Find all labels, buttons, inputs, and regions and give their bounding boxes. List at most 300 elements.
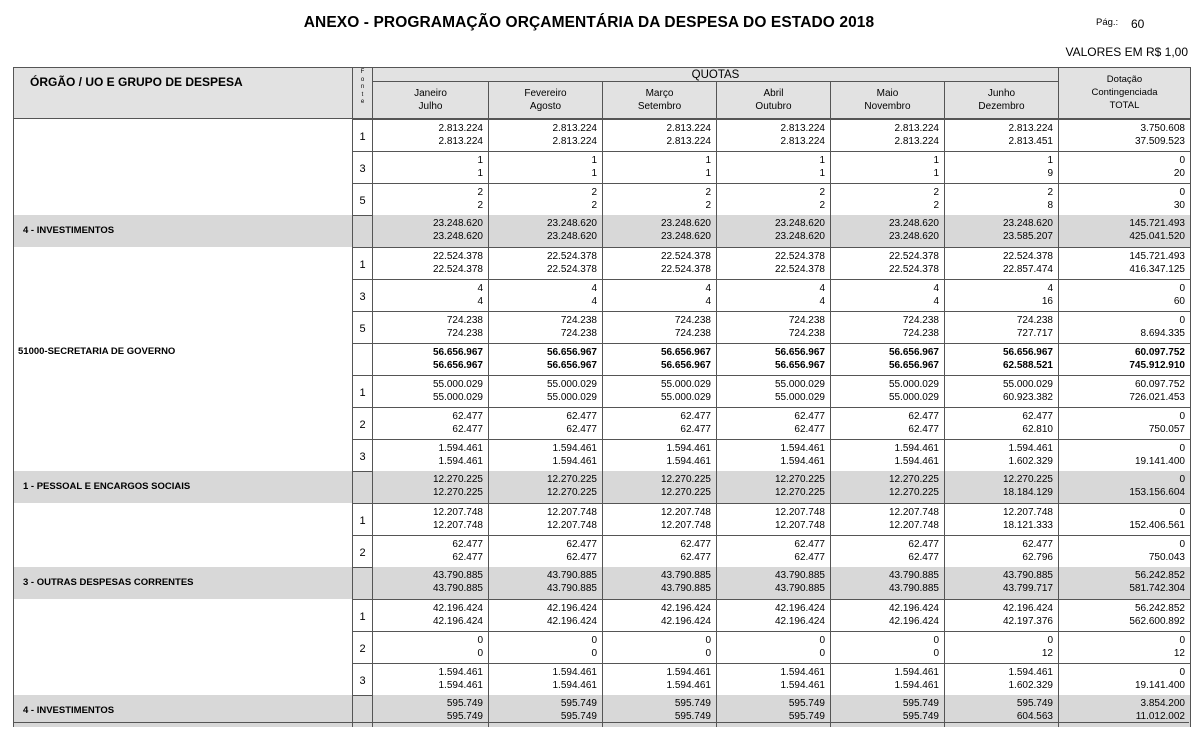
value-first-semester: 0 (1179, 539, 1185, 550)
value-second-semester: 4 (591, 296, 597, 307)
dotacao-line: Dotação (1106, 74, 1143, 85)
quota-cell (716, 503, 830, 535)
value-second-semester: 4 (477, 296, 483, 307)
fonte-cell: 5 (352, 183, 372, 215)
row-label (23, 663, 351, 695)
row-label: 51000-SECRETARIA DE GOVERNO (18, 346, 176, 357)
value-second-semester: 0 (705, 648, 711, 659)
quota-cell (372, 471, 488, 503)
quota-cell (716, 183, 830, 215)
fonte-cell: 3 (352, 663, 372, 695)
value-second-semester: 22.524.378 (774, 264, 825, 275)
quota-cell (944, 215, 1058, 247)
value-second-semester: 595.749 (788, 711, 825, 722)
quota-cell (830, 663, 944, 695)
value-second-semester: 55.000.029 (432, 392, 483, 403)
value-second-semester: 2.813.451 (1008, 136, 1053, 147)
quota-cell (944, 119, 1058, 151)
table-header (14, 67, 1190, 119)
value-first-semester: 42.196.424 (432, 603, 483, 614)
dotacao-line: TOTAL (1109, 100, 1140, 111)
value-second-semester: 11.012.002 (1135, 711, 1185, 722)
fonte-cell: 2 (352, 631, 372, 663)
dotacao-cell (1058, 151, 1190, 183)
value-first-semester: 23.248.620 (432, 218, 483, 229)
quota-cell (830, 471, 944, 503)
value-first-semester: 2.813.224 (438, 123, 483, 134)
quota-cell (602, 599, 716, 631)
value-second-semester: 595.749 (446, 711, 483, 722)
value-second-semester: 55.000.029 (660, 392, 711, 403)
page-number: 60 (1131, 17, 1145, 31)
table-row (14, 503, 1190, 535)
page-title: ANEXO - PROGRAMAÇÃO ORÇAMENTÁRIA DA DESPESA DO ESTADO 2018 (303, 14, 875, 31)
quota-cell (372, 631, 488, 663)
value-first-semester: 12.207.748 (660, 507, 711, 518)
dotacao-cell (1058, 247, 1190, 279)
fonte-letter: t (361, 91, 364, 98)
value-second-semester: 595.749 (560, 711, 597, 722)
value-second-semester: 62.477 (452, 424, 483, 435)
value-first-semester: 4 (705, 283, 711, 294)
quota-cell (488, 279, 602, 311)
table-row (14, 567, 1190, 599)
value-first-semester: 12.270.225 (888, 474, 939, 485)
value-second-semester: 62.477 (566, 552, 597, 563)
value-first-semester: 4 (819, 283, 825, 294)
row-label (23, 183, 351, 215)
quota-cell (944, 183, 1058, 215)
quota-cell (830, 567, 944, 599)
quota-cell (372, 567, 488, 599)
value-second-semester: 62.796 (1022, 552, 1053, 563)
value-second-semester: 23.585.207 (1002, 231, 1053, 242)
value-first-semester: 1.594.461 (438, 443, 483, 454)
quota-cell (488, 567, 602, 599)
value-first-semester: 2.813.224 (552, 123, 597, 134)
value-first-semester: 62.477 (566, 411, 597, 422)
value-second-semester: 1.594.461 (666, 680, 711, 691)
row-label: 1 - PESSOAL E ENCARGOS SOCIAIS (23, 481, 191, 492)
quota-cell (602, 407, 716, 439)
value-second-semester: 37.509.523 (1134, 136, 1185, 147)
month-first-half: Janeiro (414, 88, 447, 99)
value-second-semester: 1.594.461 (780, 456, 825, 467)
quota-cell (830, 279, 944, 311)
quota-cell (716, 471, 830, 503)
fonte-cell: 1 (352, 375, 372, 407)
quota-cell (830, 119, 944, 151)
value-first-semester: 12.207.748 (546, 507, 597, 518)
value-second-semester: 43.790.885 (546, 583, 597, 594)
value-first-semester: 2 (819, 187, 825, 198)
value-first-semester: 0 (1179, 155, 1185, 166)
month-header-2 (488, 82, 602, 118)
quota-cell (372, 439, 488, 471)
quota-cell (944, 439, 1058, 471)
value-first-semester: 595.749 (674, 698, 711, 709)
quota-cell (830, 631, 944, 663)
value-second-semester: 12.270.225 (888, 487, 939, 498)
value-first-semester: 1 (477, 155, 483, 166)
value-second-semester: 12.207.748 (774, 520, 825, 531)
quota-cell (944, 631, 1058, 663)
quota-cell (488, 343, 602, 375)
value-second-semester: 2.813.224 (780, 136, 825, 147)
value-second-semester: 22.524.378 (432, 264, 483, 275)
fonte-cell: 1 (352, 247, 372, 279)
month-first-half: Abril (763, 88, 784, 99)
quota-cell (830, 535, 944, 567)
month-first-half: Fevereiro (524, 88, 567, 99)
value-second-semester: 724.238 (674, 328, 711, 339)
dotacao-cell (1058, 215, 1190, 247)
value-first-semester: 60.097.752 (1134, 347, 1185, 358)
month-header-4 (716, 82, 830, 118)
row-label (23, 439, 351, 471)
dotacao-cell (1058, 631, 1190, 663)
value-first-semester: 62.477 (908, 411, 939, 422)
value-first-semester: 42.196.424 (1002, 603, 1053, 614)
value-first-semester: 1 (591, 155, 597, 166)
quota-cell (488, 311, 602, 343)
value-first-semester: 1 (1047, 155, 1053, 166)
value-second-semester: 62.477 (908, 552, 939, 563)
value-second-semester: 23.248.620 (546, 231, 597, 242)
value-first-semester: 62.477 (452, 411, 483, 422)
quota-cell (944, 279, 1058, 311)
value-second-semester: 42.196.424 (546, 616, 597, 627)
value-first-semester: 0 (1179, 507, 1185, 518)
fonte-cell: 1 (352, 599, 372, 631)
quota-cell (488, 375, 602, 407)
fonte-column-header (352, 68, 372, 118)
month-second-half: Setembro (637, 101, 682, 112)
value-first-semester: 2 (933, 187, 939, 198)
value-second-semester: 42.196.424 (888, 616, 939, 627)
quota-cell (944, 535, 1058, 567)
quota-cell (372, 311, 488, 343)
quota-cell (488, 151, 602, 183)
value-first-semester: 12.270.225 (660, 474, 711, 485)
value-second-semester: 153.156.604 (1129, 487, 1185, 498)
quota-cell (488, 663, 602, 695)
quota-cell (602, 663, 716, 695)
value-first-semester: 62.477 (566, 539, 597, 550)
fonte-cell: 1 (352, 503, 372, 535)
table-row (14, 183, 1190, 215)
value-first-semester: 55.000.029 (432, 379, 483, 390)
quota-cell (944, 151, 1058, 183)
table-row (14, 663, 1190, 695)
dotacao-cell (1058, 471, 1190, 503)
value-second-semester: 2 (591, 200, 597, 211)
value-first-semester: 2 (1047, 187, 1053, 198)
quota-cell (488, 215, 602, 247)
quota-cell (944, 375, 1058, 407)
row-label (23, 503, 351, 535)
value-first-semester: 1.594.461 (552, 667, 597, 678)
value-first-semester: 0 (1179, 411, 1185, 422)
value-first-semester: 56.656.967 (888, 347, 939, 358)
value-second-semester: 1 (933, 168, 939, 179)
quota-cell (602, 343, 716, 375)
value-second-semester: 724.238 (788, 328, 825, 339)
value-second-semester: 724.238 (902, 328, 939, 339)
value-second-semester: 595.749 (902, 711, 939, 722)
value-first-semester: 1 (705, 155, 711, 166)
quota-cell (372, 183, 488, 215)
dotacao-cell (1058, 439, 1190, 471)
value-second-semester: 12.270.225 (432, 487, 483, 498)
quota-cell (830, 247, 944, 279)
value-first-semester: 56.656.967 (660, 347, 711, 358)
quota-cell (602, 311, 716, 343)
quota-cell (944, 503, 1058, 535)
value-second-semester: 727.717 (1016, 328, 1053, 339)
quota-cell (602, 503, 716, 535)
quota-cell (488, 631, 602, 663)
month-header-5 (830, 82, 944, 118)
value-first-semester: 23.248.620 (1002, 218, 1053, 229)
quota-cell (944, 663, 1058, 695)
month-second-half: Julho (418, 101, 443, 112)
value-first-semester: 724.238 (902, 315, 939, 326)
value-first-semester: 595.749 (902, 698, 939, 709)
value-first-semester: 595.749 (788, 698, 825, 709)
table-row (14, 247, 1190, 279)
value-second-semester: 23.248.620 (774, 231, 825, 242)
fonte-cell: 5 (352, 311, 372, 343)
value-first-semester: 43.790.885 (774, 570, 825, 581)
table-row (14, 279, 1190, 311)
value-first-semester: 2.813.224 (1008, 123, 1053, 134)
quota-cell (488, 599, 602, 631)
value-second-semester: 750.043 (1148, 552, 1185, 563)
dotacao-cell (1058, 567, 1190, 599)
dotacao-cell (1058, 119, 1190, 151)
value-second-semester: 1 (591, 168, 597, 179)
quotas-header: QUOTAS (372, 68, 1058, 82)
quota-cell (602, 215, 716, 247)
dotacao-cell (1058, 663, 1190, 695)
value-first-semester: 4 (933, 283, 939, 294)
value-first-semester: 2 (591, 187, 597, 198)
value-first-semester: 22.524.378 (660, 251, 711, 262)
value-second-semester: 56.656.967 (546, 360, 597, 371)
value-second-semester: 0 (819, 648, 825, 659)
value-first-semester: 1 (933, 155, 939, 166)
value-first-semester: 23.248.620 (774, 218, 825, 229)
value-first-semester: 42.196.424 (546, 603, 597, 614)
value-second-semester: 595.749 (674, 711, 711, 722)
value-first-semester: 0 (819, 635, 825, 646)
quota-cell (830, 407, 944, 439)
quota-cell (602, 151, 716, 183)
value-second-semester: 43.790.885 (660, 583, 711, 594)
value-first-semester: 42.196.424 (660, 603, 711, 614)
value-first-semester: 12.207.748 (1002, 507, 1053, 518)
quota-cell (488, 503, 602, 535)
value-first-semester: 0 (1179, 443, 1185, 454)
row-label (23, 247, 351, 279)
value-second-semester: 0 (591, 648, 597, 659)
quota-cell (602, 471, 716, 503)
value-first-semester: 1.594.461 (894, 443, 939, 454)
fonte-cell: 1 (352, 119, 372, 151)
value-first-semester: 62.477 (1022, 539, 1053, 550)
value-first-semester: 62.477 (794, 539, 825, 550)
month-first-half: Maio (876, 88, 899, 99)
value-second-semester: 56.656.967 (660, 360, 711, 371)
month-first-half: Junho (987, 88, 1016, 99)
value-second-semester: 22.524.378 (888, 264, 939, 275)
value-second-semester: 9 (1047, 168, 1053, 179)
value-second-semester: 581.742.304 (1129, 583, 1185, 594)
fonte-cell: 2 (352, 407, 372, 439)
value-first-semester: 55.000.029 (774, 379, 825, 390)
dotacao-line: Contingenciada (1091, 87, 1158, 98)
value-second-semester: 1 (477, 168, 483, 179)
value-second-semester: 56.656.967 (774, 360, 825, 371)
fonte-cell: 3 (352, 439, 372, 471)
value-first-semester: 2 (477, 187, 483, 198)
value-second-semester: 1.602.329 (1008, 456, 1053, 467)
value-second-semester: 23.248.620 (888, 231, 939, 242)
value-first-semester: 56.656.967 (432, 347, 483, 358)
value-second-semester: 62.477 (794, 552, 825, 563)
month-second-half: Novembro (864, 101, 911, 112)
value-first-semester: 2.813.224 (666, 123, 711, 134)
quota-cell (602, 119, 716, 151)
value-first-semester: 0 (477, 635, 483, 646)
value-first-semester: 595.749 (1016, 698, 1053, 709)
quota-cell (372, 599, 488, 631)
value-second-semester: 4 (819, 296, 825, 307)
value-second-semester: 22.857.474 (1002, 264, 1053, 275)
quota-cell (372, 343, 488, 375)
fonte-letter: n (360, 84, 365, 91)
value-second-semester: 8.694.335 (1140, 328, 1185, 339)
value-first-semester: 1.594.461 (780, 667, 825, 678)
quota-cell (716, 663, 830, 695)
quota-cell (716, 567, 830, 599)
value-second-semester: 23.248.620 (660, 231, 711, 242)
quota-cell (372, 663, 488, 695)
quota-cell (716, 215, 830, 247)
quota-cell (716, 535, 830, 567)
quota-cell (488, 471, 602, 503)
value-second-semester: 1 (705, 168, 711, 179)
quota-cell (716, 375, 830, 407)
quota-cell (716, 343, 830, 375)
value-second-semester: 20 (1173, 168, 1185, 179)
value-second-semester: 55.000.029 (774, 392, 825, 403)
value-second-semester: 152.406.561 (1129, 520, 1185, 531)
table-body (14, 119, 1190, 727)
value-first-semester: 1.594.461 (894, 667, 939, 678)
fonte-cell (352, 343, 372, 375)
row-label (23, 279, 351, 311)
value-first-semester: 0 (1179, 315, 1185, 326)
month-first-half: Março (645, 88, 674, 99)
quota-cell (488, 119, 602, 151)
value-first-semester: 42.196.424 (888, 603, 939, 614)
orgao-column-header: ÓRGÃO / UO E GRUPO DE DESPESA (30, 75, 243, 89)
quota-cell (488, 183, 602, 215)
quota-cell (716, 631, 830, 663)
value-second-semester: 16 (1041, 296, 1053, 307)
value-first-semester: 56.242.852 (1134, 603, 1185, 614)
quota-cell (488, 439, 602, 471)
value-first-semester: 0 (591, 635, 597, 646)
quota-cell (716, 407, 830, 439)
value-second-semester: 2 (933, 200, 939, 211)
dotacao-cell (1058, 311, 1190, 343)
value-second-semester: 62.477 (680, 424, 711, 435)
value-first-semester: 22.524.378 (888, 251, 939, 262)
value-first-semester: 12.270.225 (1002, 474, 1053, 485)
month-second-half: Agosto (529, 101, 562, 112)
quota-cell (602, 247, 716, 279)
value-second-semester: 23.248.620 (432, 231, 483, 242)
dotacao-cell (1058, 535, 1190, 567)
value-second-semester: 724.238 (560, 328, 597, 339)
value-second-semester: 726.021.453 (1129, 392, 1185, 403)
value-second-semester: 1.594.461 (552, 456, 597, 467)
quota-cell (372, 119, 488, 151)
value-second-semester: 30 (1173, 200, 1185, 211)
dotacao-cell (1058, 503, 1190, 535)
value-second-semester: 19.141.400 (1134, 456, 1185, 467)
value-second-semester: 42.197.376 (1002, 616, 1053, 627)
value-first-semester: 62.477 (908, 539, 939, 550)
quota-cell (716, 151, 830, 183)
month-header-1 (372, 82, 488, 118)
dotacao-cell (1058, 279, 1190, 311)
table-row (14, 599, 1190, 631)
fonte-cell: 2 (352, 535, 372, 567)
value-first-semester: 56.656.967 (546, 347, 597, 358)
value-second-semester: 0 (477, 648, 483, 659)
value-second-semester: 416.347.125 (1129, 264, 1185, 275)
row-label (23, 407, 351, 439)
value-first-semester: 724.238 (1016, 315, 1053, 326)
value-second-semester: 2 (477, 200, 483, 211)
row-label (23, 311, 351, 343)
table-row (14, 631, 1190, 663)
table-row (14, 471, 1190, 503)
quota-cell (488, 535, 602, 567)
value-second-semester: 60 (1173, 296, 1185, 307)
fonte-cell (352, 471, 372, 503)
value-second-semester: 42.196.424 (774, 616, 825, 627)
quota-cell (944, 407, 1058, 439)
value-first-semester: 0 (1179, 283, 1185, 294)
quota-cell (602, 279, 716, 311)
value-first-semester: 12.270.225 (546, 474, 597, 485)
quota-cell (602, 439, 716, 471)
quota-cell (944, 343, 1058, 375)
value-second-semester: 12.270.225 (774, 487, 825, 498)
value-first-semester: 1.594.461 (666, 443, 711, 454)
quota-cell (944, 247, 1058, 279)
value-first-semester: 22.524.378 (1002, 251, 1053, 262)
quota-cell (830, 503, 944, 535)
value-second-semester: 4 (705, 296, 711, 307)
table-row (14, 311, 1190, 343)
value-second-semester: 56.656.967 (432, 360, 483, 371)
